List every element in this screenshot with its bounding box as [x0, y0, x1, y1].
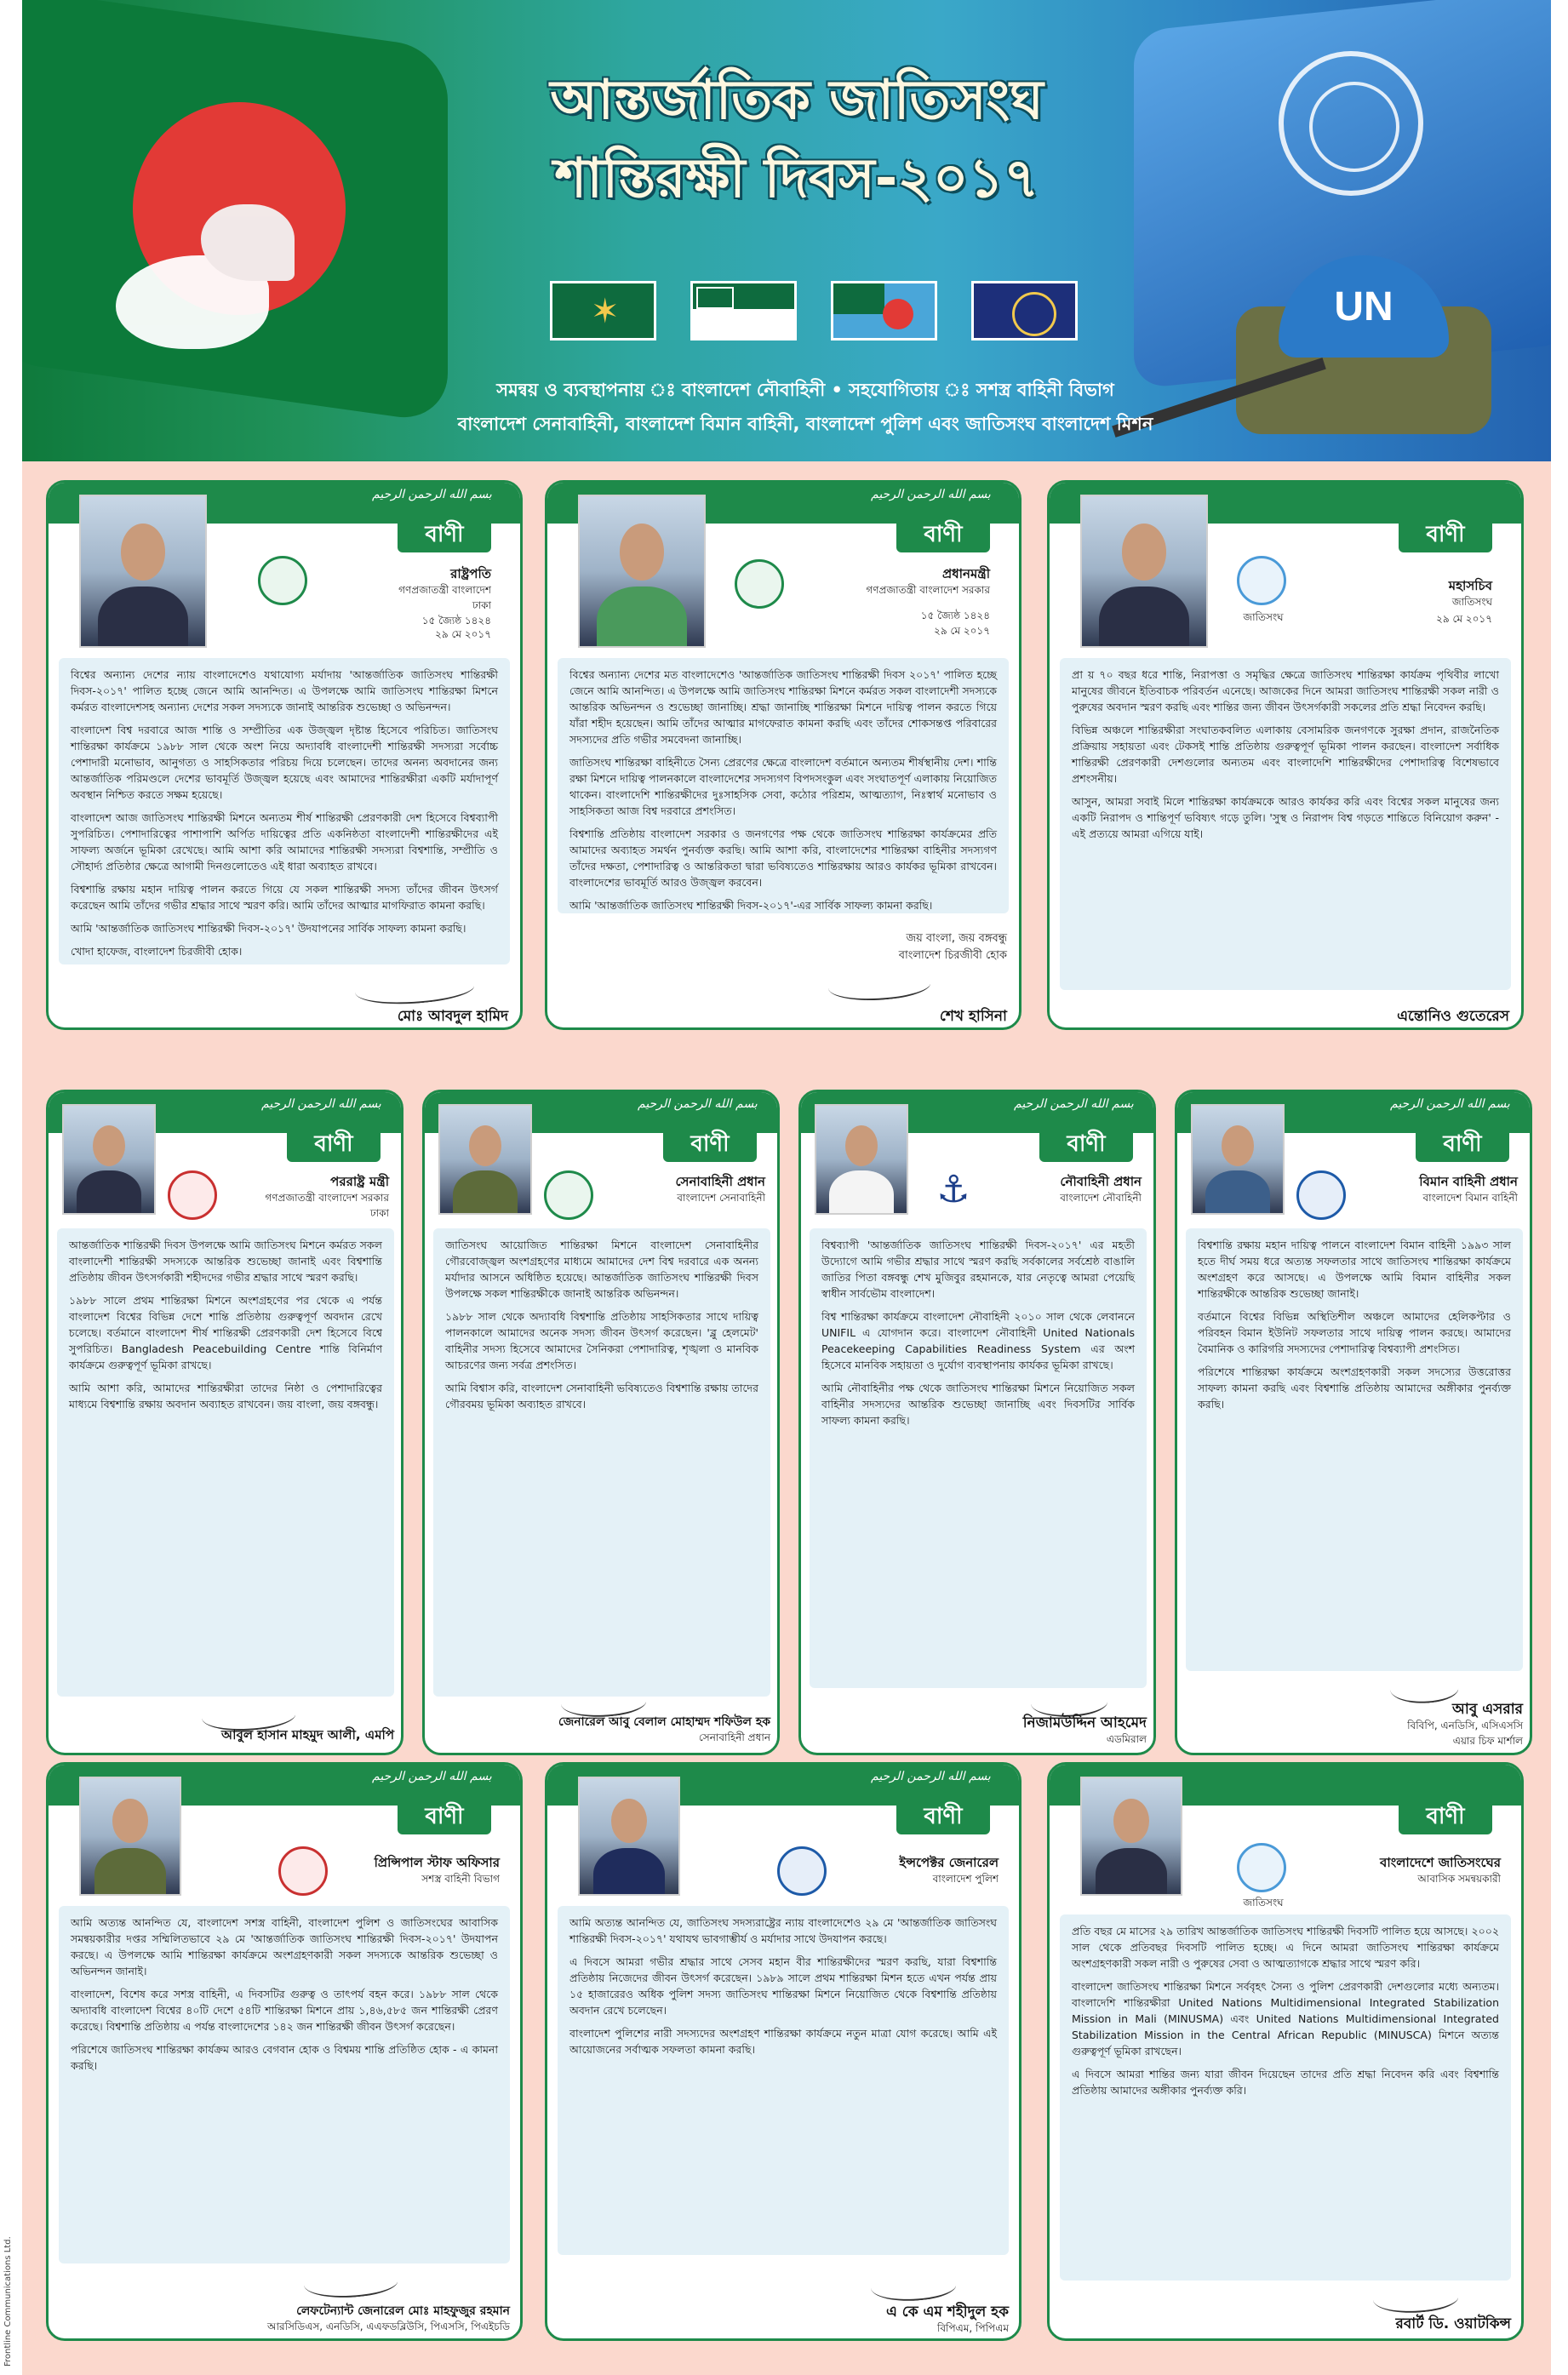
- signatory-rank: এয়ার চিফ মার্শাল: [1452, 1735, 1523, 1747]
- paragraph: প্রতি বছর মে মাসের ২৯ তারিখ আন্তর্জাতিক জাতিসংঘ শান্তিরক্ষী দিবসটি পালিত হয়ে আসছে। ২০০২ সাল থেকে প্রতিবছর দিবসটি পালিত হচ্ছে। এ দিনে আমরা জাতিসংঘ শান্তিরক্ষা কার্যক্রমে অংশগ্রহণকারী সকল নারী ও পুরুষের সেবা ও আত্মত্যাগকে শ্রদ্ধার সাথে স্মরণ করি।: [1072, 1925, 1499, 1970]
- signatory-decorations: আরসিডিএস, এনডিসি, এএফডব্লিউসি, পিএসসি, পিএইচডি: [266, 2321, 510, 2332]
- role-title: বিমান বাহিনী প্রধান: [1419, 1174, 1518, 1189]
- bismillah: بسم الله الرحمن الرحيم: [871, 488, 991, 501]
- message-body: [558, 1906, 1009, 2255]
- role-title: বাংলাদেশে জাতিসংঘের: [1380, 1855, 1501, 1870]
- bani-heading: বাণী: [896, 1800, 990, 1834]
- message-body: [57, 1228, 394, 1697]
- portrait-president: [79, 495, 207, 648]
- signatory-name: আবুল হাসান মাহমুদ আলী, এমপি: [221, 1727, 394, 1743]
- signatory-name: লেফটেন্যান্ট জেনারেল মোঃ মাহফুজুর রহমান: [296, 2304, 510, 2318]
- emblem-caption: জাতিসংঘ: [1243, 1897, 1284, 1909]
- role-title: রাষ্ট্রপতি: [450, 566, 491, 581]
- organizations-line: বাংলাদেশ সেনাবাহিনী, বাংলাদেশ বিমান বাহিনী, বাংলাদেশ পুলিশ এবং জাতিসংঘ বাংলাদেশ মিশন: [457, 414, 1153, 434]
- signatory-name: নিজামউদ্দিন আহমেদ: [1022, 1714, 1147, 1731]
- message-body: [59, 658, 510, 964]
- signatory-name: এন্তোনিও গুতেরেস: [1397, 1008, 1509, 1025]
- coordination-line: সমন্বয় ও ব্যবস্থাপনায় ঃ বাংলাদেশ নৌবাহিনী • সহযোগিতায় ঃ সশস্ত্র বাহিনী বিভাগ: [496, 380, 1114, 400]
- date-bengali: ১৫ জ্যৈষ্ঠ ১৪২৪: [421, 615, 491, 627]
- paragraph: বিশ্বশান্তি রক্ষায় মহান দায়িত্ব পালনে বাংলাদেশ বিমান বাহিনী ১৯৯৩ সাল হতে দীর্ঘ সময় ধরে অত্যন্ত সফলতার সাথে জাতিসংঘ শান্তিরক্ষা কার্যক্রমে অংশগ্রহণ করে আসছে। এ উপলক্ষে আমি বিমান বাহিনীর সকল শান্তিরক্ষীকে আন্তরিক শুভেচ্ছা জানাই।: [1198, 1239, 1511, 1300]
- bani-heading: বাণী: [1399, 1800, 1492, 1834]
- role-title: ইন্সপেক্টর জেনারেল: [899, 1855, 999, 1870]
- signature-mark: [354, 969, 476, 1010]
- publisher-credit: Frontline Communications Ltd.: [3, 2236, 13, 2366]
- paragraph: আমি নৌবাহিনীর পক্ষ থেকে জাতিসংঘ শান্তিরক্ষা মিশনে নিয়োজিত সকল বাহিনীর সদস্যদের আন্তরিক শুভেচ্ছা জানাচ্ছি এবং দিবসটির সার্বিক সাফল্য কামনা করছি।: [821, 1382, 1135, 1427]
- afd-emblem-icon: [278, 1846, 328, 1896]
- message-card-pso-afd: [46, 1762, 523, 2341]
- paragraph: বিশ্বব্যাপী 'আন্তর্জাতিক জাতিসংঘ শান্তিরক্ষী দিবস-২০১৭' এর মহতী উদ্যোগে আমি গভীর শ্রদ্ধার সাথে স্মরণ করছি সর্বকালের সর্বশ্রেষ্ঠ বাঙালি জাতির পিতা বঙ্গবন্ধু শেখ মুজিবুর রহমানকে, যার নেতৃত্বে আমরা পেয়েছি স্বাধীন সার্বভৌম বাংলাদেশ।: [821, 1239, 1135, 1300]
- paragraph: আমি আশা করি, আমাদের শান্তিরক্ষীরা তাদের নিষ্ঠা ও পেশাদারিত্বের মাধ্যমে বিশ্বশান্তি রক্ষায় অবদান অব্যাহত রাখবেন। জয় বাংলা, জয় বঙ্গবন্ধু।: [69, 1382, 382, 1411]
- signatory-decorations: বিবিপি, এনডিসি, এসিএসসি: [1407, 1720, 1523, 1731]
- message-card-air-force-chief: [1175, 1090, 1532, 1755]
- portrait-igp: [578, 1777, 680, 1896]
- anchor-icon: ⚓: [936, 1168, 970, 1211]
- paragraph: বিশ্বশান্তি রক্ষায় মহান দায়িত্ব পালন করতে গিয়ে যে সকল শান্তিরক্ষী সদস্য তাঁদের জীবন উৎসর্গ করেছেন আমি তাঁদের গভীর শ্রদ্ধার সাথে স্মরণ করি। আমি তাঁদের আত্মার মাগফিরাত কামনা করছি।: [71, 883, 498, 912]
- message-card-igp: [545, 1762, 1021, 2341]
- paragraph: আসুন, আমরা সবাই মিলে শান্তিরক্ষা কার্যক্রমকে আরও কার্যকর করি এবং বিশ্বের সকল মানুষের জন্য একটি নিরাপদ ও শান্তিপূর্ণ ভবিষ্যৎ গড়ে তুলি। 'সুস্থ ও নিরাপদ বিশ্ব গড়তে শান্তিতে বিনিয়োগ করুন' - এই প্রত্যয়ে আমরা এগিয়ে যাই।: [1072, 795, 1499, 840]
- paragraph: আমি বিশ্বাস করি, বাংলাদেশ সেনাবাহিনী ভবিষ্যতেও বিশ্বশান্তি রক্ষায় তাদের গৌরবময় ভূমিকা অব্যাহত রাখবে।: [445, 1382, 758, 1411]
- pm-emblem-icon: [735, 559, 784, 609]
- portrait-pso-afd: [79, 1777, 181, 1896]
- message-card-un-secretary-general: [1047, 480, 1524, 1030]
- bani-heading: বাণী: [896, 518, 990, 552]
- role-subtitle: বাংলাদেশ নৌবাহিনী: [1060, 1192, 1142, 1204]
- portrait-army-chief: [438, 1104, 532, 1215]
- paragraph: ১৯৮৮ সালে প্রথম শান্তিরক্ষা মিশনে অংশগ্রহণের পর থেকে এ পর্যন্ত বাংলাদেশ বিশ্বের বিভিন্ন দেশে শান্তি প্রতিষ্ঠায় গুরুত্বপূর্ণ অবদান রেখে চলেছে। বর্তমানে বাংলাদেশ শীর্ষ শান্তিরক্ষী প্রেরণকারী দেশ হিসেবে বিশ্বে সুপরিচিত। Bangladesh Peacebuilding Centre শান্তি বিনির্মাণ কার্যক্রমে গুরুত্বপূর্ণ ভূমিকা রাখছে।: [69, 1294, 382, 1371]
- un-emblem-icon: [1237, 1843, 1286, 1892]
- role-title: মহাসচিব: [1448, 578, 1492, 593]
- paragraph: ১৯৮৮ সাল থেকে অদ্যাবধি বিশ্বশান্তি প্রতিষ্ঠায় সাহসিকতার সাথে দায়িত্ব পালনকালে আমাদের অনেক সদস্য জীবন উৎসর্গ করেছেন। 'ব্লু হেলমেট' বাহিনীর সদস্য হিসেবে আমাদের সৈনিকরা পেশাদারিত্ব, শৃঙ্খলা ও মানবিক আচরণের জন্য সর্বত্র প্রশংসিত।: [445, 1310, 758, 1371]
- title-line-2: শান্তিরক্ষী দিবস-২০১৭: [554, 147, 1039, 210]
- message-card-foreign-minister: [46, 1090, 403, 1755]
- header-banner: [22, 0, 1551, 461]
- army-flag-icon: [550, 281, 656, 341]
- paragraph: বাংলাদেশ, বিশেষ করে সশস্ত্র বাহিনী, এ দিবসটির গুরুত্ব ও তাৎপর্য বহন করে। ১৯৮৮ সাল থেকে অদ্যাবধি বাংলাদেশ বিশ্বের ৪০টি দেশে ৫৪টি শান্তিরক্ষা মিশনে প্রায় ১,৪৬,৫৮৫ জন শান্তিরক্ষী প্রেরণ করেছে। বিশ্বশান্তি প্রতিষ্ঠায় এ পর্যন্ত বাংলাদেশের ১৪২ জন শান্তিরক্ষী জীবন উৎসর্গ করেছেন।: [71, 1988, 498, 2033]
- army-emblem-icon: [544, 1170, 593, 1220]
- message-body: [558, 658, 1009, 913]
- govt-emblem-icon: [168, 1170, 217, 1220]
- message-body: [59, 1906, 510, 2263]
- portrait-un-secretary-general: [1080, 495, 1208, 648]
- police-flag-icon: [971, 281, 1078, 341]
- paragraph: বিশ্বের অন্যান্য দেশের ন্যায় বাংলাদেশেও যথাযোগ্য মর্যাদায় 'আন্তর্জাতিক জাতিসংঘ শান্তিরক্ষী দিবস-২০১৭' পালিত হচ্ছে জেনে আমি আনন্দিত। এ উপলক্ষে আমি জাতিসংঘ শান্তিরক্ষা মিশনে কর্মরত বাংলাদেশসহ অন্যান্য দেশের সকল সদস্যকে জানাই আন্তরিক শুভেচ্ছা ও অভিনন্দন।: [71, 668, 498, 713]
- helmet-text: UN: [1334, 283, 1393, 329]
- portrait-air-force-chief: [1191, 1104, 1285, 1215]
- bismillah: بسم الله الرحمن الرحيم: [372, 1770, 492, 1783]
- signature-mark: [869, 2268, 957, 2305]
- role-place: ঢাকা: [369, 1207, 389, 1219]
- message-card-navy-chief: [798, 1090, 1156, 1755]
- paragraph: এ দিবসে আমরা শান্তির জন্য যারা জীবন দিয়েছেন তাদের প্রতি শ্রদ্ধা নিবেদন করি এবং বিশ্বশান্তি প্রতিষ্ঠায় আমাদের অঙ্গীকার পুনর্ব্যক্ত করি।: [1072, 2068, 1499, 2097]
- date-bengali: ১৫ জ্যৈষ্ঠ ১৪২৪: [920, 609, 990, 621]
- message-card-army-chief: [422, 1090, 780, 1755]
- portrait-un-resident-coordinator: [1080, 1777, 1182, 1896]
- bani-heading: বাণী: [1399, 518, 1492, 552]
- signatory-name: মোঃ আবদুল হামিদ: [397, 1008, 508, 1025]
- role-subtitle: গণপ্রজাতন্ত্রী বাংলাদেশ সরকার: [866, 584, 990, 596]
- paragraph: প্রা য় ৭০ বছর ধরে শান্তি, নিরাপত্তা ও সমৃদ্ধির ক্ষেত্রে জাতিসংঘ শান্তিরক্ষা কার্যক্রম পৃথিবীর লাখো মানুষের জীবনে ইতিবাচক পরিবর্তন এনেছে। আজকের দিনে আমরা জাতিসংঘ শান্তিরক্ষী সকল নারী ও পুরুষের অবদান স্মরণ করছি এবং শান্তির জন্য জীবন উৎসর্গকারী সকলের প্রতি শ্রদ্ধা নিবেদন করছি।: [1072, 668, 1499, 713]
- signatory-name: শেখ হাসিনা: [939, 1008, 1007, 1025]
- paragraph: বিশ্বের অন্যান্য দেশের মত বাংলাদেশেও 'আন্তর্জাতিক জাতিসংঘ শান্তিরক্ষী দিবস ২০১৭' পালিত হচ্ছে জেনে আমি আনন্দিত। এ উপলক্ষে আমি জাতিসংঘ শান্তিরক্ষা মিশনে কর্মরত সকল বাংলাদেশী সদস্যকে আন্তরিক অভিনন্দন ও শুভেচ্ছা জানাচ্ছি। শ্রদ্ধা জানাচ্ছি শান্তিরক্ষা মিশনে দায়িত্ব পালন করতে গিয়ে যাঁরা শহীদ হয়েছেন। আমি তাঁদের আত্মার মাগফেরাত কামনা করছি এবং তাঁদের শোকসন্তপ্ত পরিবারের সদস্যদের প্রতি গভীর সমবেদনা জানাচ্ছি।: [569, 668, 997, 746]
- paragraph: পরিশেষে শান্তিরক্ষা কার্যক্রমে অংশগ্রহণকারী সকল সদস্যের উত্তরোত্তর সাফল্য কামনা করছি এবং বিশ্বশান্তি প্রতিষ্ঠায় আমাদের অঙ্গীকার পুনর্ব্যক্ত করছি।: [1198, 1365, 1511, 1411]
- message-body: [810, 1228, 1147, 1688]
- page-title: [499, 61, 1095, 218]
- portrait-prime-minister: [578, 495, 706, 648]
- message-card-prime-minister: [545, 480, 1021, 1030]
- bani-heading: বাণী: [663, 1128, 757, 1162]
- un-emblem-icon: [1279, 51, 1423, 196]
- paragraph: পরিশেষে জাতিসংঘ শান্তিরক্ষা কার্যক্রম আরও বেগবান হোক ও বিশ্বময় শান্তি প্রতিষ্ঠিত হোক - এ কামনা করছি।: [71, 2043, 498, 2072]
- paragraph: আমি 'আন্তর্জাতিক জাতিসংঘ শান্তিরক্ষী দিবস-২০১৭' উদযাপনের সার্বিক সাফল্য কামনা করছি।: [71, 922, 466, 935]
- paragraph: জাতিসংঘ শান্তিরক্ষা বাহিনীতে সৈন্য প্রেরণের ক্ষেত্রে বাংলাদেশ বর্তমানে অন্যতম শীর্ষস্থানীয় দেশ। শান্তি রক্ষা মিশনে দায়িত্ব পালনকালে বাংলাদেশের সদস্যগণ বিপদসংকুল এবং সংঘাতপূর্ণ এলাকায় নিয়োজিত থাকেন। বাংলাদেশি শান্তিরক্ষীদের দুঃসাহসিক সেবা, কঠোর পরিশ্রম, আত্মত্যাগ, নিঃস্বার্থ মনোভাব ও সাহসিকতা আজ বিশ্ব দরবারে প্রশংসিত।: [569, 756, 997, 817]
- bismillah: بسم الله الرحمن الرحيم: [871, 1770, 991, 1783]
- role-place: ঢাকা: [472, 599, 491, 611]
- bismillah: بسم الله الرحمن الرحيم: [1014, 1097, 1134, 1111]
- date-gregorian: ২৯ মে ২০১৭: [934, 625, 990, 637]
- police-emblem-icon: [777, 1846, 827, 1896]
- role-subtitle: বাংলাদেশ পুলিশ: [932, 1873, 999, 1885]
- role-subtitle: আবাসিক সমন্বয়কারী: [1417, 1873, 1501, 1885]
- signatory-name: জেনারেল আবু বেলাল মোহাম্মদ শফিউল হক: [558, 1715, 770, 1729]
- air-force-emblem-icon: [1296, 1170, 1346, 1220]
- message-card-un-resident-coordinator: [1047, 1762, 1524, 2341]
- paragraph: আমি অত্যন্ত আনন্দিত যে, জাতিসংঘ সদস্যরাষ্ট্রের ন্যায় বাংলাদেশেও ২৯ মে 'আন্তর্জাতিক জাতিসংঘ শান্তিরক্ষী দিবস-২০১৭' যথাযথ ভাবগাম্ভীর্য ও মর্যাদার সাথে উদযাপন করছে।: [569, 1916, 997, 1945]
- paragraph: জাতিসংঘ আয়োজিত শান্তিরক্ষা মিশনে বাংলাদেশ সেনাবাহিনীর গৌরবোজ্জ্বল অংশগ্রহণের মাধ্যমে আমাদের দেশ বিশ্ব দরবারে এক অনন্য মর্যাদার আসনে অধিষ্ঠিত হয়েছে। আন্তর্জাতিক জাতিসংঘ শান্তিরক্ষী দিবস উপলক্ষে সকল শান্তিরক্ষীকে জানাই আন্তরিক অভিনন্দন।: [445, 1239, 758, 1300]
- paragraph: আমি 'আন্তর্জাতিক জাতিসংঘ শান্তিরক্ষী দিবস-২০১৭'-এর সার্বিক সাফল্য কামনা করছি।: [569, 899, 933, 912]
- closing-line-2: বাংলাদেশ চিরজীবী হোক: [898, 949, 1007, 962]
- title-line-1: আন্তর্জাতিক জাতিসংঘ: [550, 69, 1044, 132]
- portrait-foreign-minister: [62, 1104, 156, 1215]
- role-subtitle: সশস্ত্র বাহিনী বিভাগ: [421, 1873, 500, 1885]
- signatory-decorations: বিপিএম, পিপিএম: [936, 2322, 1009, 2334]
- signatory-name: এ কে এম শহীদুল হক: [885, 2303, 1009, 2321]
- navy-flag-icon: [690, 281, 797, 341]
- role-title: পররাষ্ট্র মন্ত্রী: [330, 1174, 389, 1189]
- bismillah: بسم الله الرحمن الرحيم: [372, 488, 492, 501]
- message-card-president: [46, 480, 523, 1030]
- paragraph: বাংলাদেশ আজ জাতিসংঘ শান্তিরক্ষী মিশনে অন্যতম শীর্ষ শান্তিরক্ষী প্রেরণকারী দেশ হিসেবে বিশ্বব্যাপী সুপরিচিত। পেশাদারিত্বের পাশাপাশি অর্পিত দায়িত্বের প্রতি একনিষ্ঠতা বাংলাদেশী শান্তিরক্ষীদের এই সাফল্য অর্জনে ভূমিকা রেখেছে। আমি আশা করি আমাদের শান্তিরক্ষী সদস্যরা বিশ্বশান্তি, সম্প্রীতি ও সৌহার্দ্য প্রতিষ্ঠার ক্ষেত্রে আগামী দিনগুলোতেও এই ধারা অব্যাহত রাখবে।: [71, 811, 498, 873]
- bani-heading: বাণী: [1416, 1128, 1509, 1162]
- bani-heading: বাণী: [398, 1800, 491, 1834]
- paragraph: বিভিন্ন অঞ্চলে শান্তিরক্ষীরা সংঘাতকবলিত এলাকায় বেসামরিক জনগণকে সুরক্ষা প্রদান, রাজনৈতিক প্রক্রিয়ায় সহায়তা এবং টেকসই শান্তি প্রতিষ্ঠায় গুরুত্বপূর্ণ ভূমিকা পালন করছেন। বাংলাদেশ সর্বাধিক শান্তিরক্ষী প্রেরণকারী দেশগুলোর অন্যতম এবং বাংলাদেশি শান্তিরক্ষীদের পেশাদারিত্ব বিশেষভাবে প্রশংসনীয়।: [1072, 724, 1499, 785]
- message-body: [433, 1228, 770, 1697]
- portrait-navy-chief: [815, 1104, 908, 1215]
- paragraph: আন্তর্জাতিক শান্তিরক্ষী দিবস উপলক্ষে আমি জাতিসংঘ মিশনে কর্মরত সকল বাংলাদেশী শান্তিরক্ষী সদস্যকে আন্তরিক শুভেচ্ছা জানাই এবং বিশ্বশান্তি প্রতিষ্ঠায় জীবন উৎসর্গকারী শহীদদের গভীর শ্রদ্ধার সাথে স্মরণ করছি।: [69, 1239, 382, 1284]
- bismillah: بسم الله الرحمن الرحيم: [261, 1097, 381, 1111]
- message-body: [1060, 1914, 1511, 2281]
- service-flags: [550, 281, 1078, 341]
- signature-mark: [827, 966, 932, 1005]
- paragraph: বিশ্ব শান্তিরক্ষা কার্যক্রমে বাংলাদেশ নৌবাহিনী ২০১০ সাল থেকে লেবাননে UNIFIL এ যোগদান করে। বাংলাদেশ নৌবাহিনী United Nationals Peacekeeping Capabilities Readiness System এর অংশ হিসেবে মানবিক সহায়তা ও দুর্যোগ ব্যবস্থাপনায় কার্যকর ভূমিকা রাখছে।: [821, 1310, 1135, 1371]
- paragraph: বাংলাদেশ বিশ্ব দরবারে আজ শান্তি ও সম্প্রীতির এক উজ্জ্বল দৃষ্টান্ত হিসেবে পরিচিত। জাতিসংঘ শান্তিরক্ষা কার্যক্রমে ১৯৮৮ সাল থেকে অংশ নিয়ে অদ্যাবধি বাংলাদেশী শান্তিরক্ষী সদস্যরা সর্বোচ্চ পেশাদারী মনোভাব, আনুগত্য ও সাহসিকতার পরিচয় দিয়ে চলেছেন। তাদের অনন্য অবদানের জন্য আন্তর্জাতিক পরিমণ্ডলে দেশের ভাবমূর্তি উজ্জ্বল হয়েছে এবং আমাদের শান্তিরক্ষীরা একটি মর্যাদাপূর্ণ অবস্থান নিশ্চিত করতে সক্ষম হয়েছে।: [71, 724, 498, 801]
- paragraph: এ দিবসে আমরা গভীর শ্রদ্ধার সাথে সেসব মহান বীর শান্তিরক্ষীদের স্মরণ করছি, যারা বিশ্বশান্তি প্রতিষ্ঠায় নিজেদের জীবন উৎসর্গ করেছেন। ১৯৮৯ সালে প্রথম শান্তিরক্ষা মিশন হতে এখন পর্যন্ত প্রায় ১৫ হাজারেরও অধিক পুলিশ সদস্য জাতিসংঘ শান্তিরক্ষা মিশনে নিয়োজিত থেকে বিশ্বশান্তি প্রতিষ্ঠায় অবদান রেখে চলেছেন।: [569, 1955, 997, 2017]
- signatory-title: সেনাবাহিনী প্রধান: [698, 1731, 770, 1743]
- page: [22, 0, 1551, 2375]
- role-subtitle: গণপ্রজাতন্ত্রী বাংলাদেশ: [398, 584, 491, 596]
- paragraph: বাংলাদেশ পুলিশের নারী সদস্যদের অংশগ্রহণ শান্তিরক্ষা কার্যক্রমে নতুন মাত্রা যোগ করেছে। আমি এই আয়োজনের সর্বাত্মক সফলতা কামনা করছি।: [569, 2027, 997, 2056]
- role-title: প্রিন্সিপাল স্টাফ অফিসার: [374, 1855, 500, 1870]
- bismillah: بسم الله الرحمن الرحيم: [638, 1097, 758, 1111]
- role-title: নৌবাহিনী প্রধান: [1060, 1174, 1142, 1189]
- closing-line: খোদা হাফেজ, বাংলাদেশ চিরজীবী হোক।: [71, 945, 243, 958]
- date-gregorian: ২৯ মে ২০১৭: [435, 628, 491, 640]
- signatory-title: এডমিরাল: [1106, 1733, 1147, 1745]
- bismillah: بسم الله الرحمن الرحيم: [1390, 1097, 1510, 1111]
- role-subtitle: বাংলাদেশ বিমান বাহিনী: [1422, 1192, 1518, 1204]
- bani-heading: বাণী: [1039, 1128, 1133, 1162]
- role-title: সেনাবাহিনী প্রধান: [675, 1174, 765, 1189]
- role-title: প্রধানমন্ত্রী: [942, 566, 990, 581]
- bani-heading: বাণী: [398, 518, 491, 552]
- message-body: [1186, 1228, 1523, 1671]
- president-emblem-icon: [258, 556, 307, 605]
- role-subtitle: জাতিসংঘ: [1451, 596, 1492, 608]
- paragraph: আমি অত্যন্ত আনন্দিত যে, বাংলাদেশ সশস্ত্র বাহিনী, বাংলাদেশ পুলিশ ও জাতিসংঘের আবাসিক সমন্বয়কারীর দপ্তর সম্মিলিতভাবে ২৯ মে 'আন্তর্জাতিক জাতিসংঘ শান্তিরক্ষী দিবস-২০১৭' উদযাপন করছে। এ উপলক্ষে আমি শান্তিরক্ষা কার্যক্রমে অংশগ্রহণকারী সকল সদস্যকে আন্তরিক শুভেচ্ছা ও অভিনন্দন জানাই।: [71, 1916, 498, 1977]
- paragraph: বিশ্বশান্তি প্রতিষ্ঠায় বাংলাদেশ সরকার ও জনগণের পক্ষ থেকে জাতিসংঘ শান্তিরক্ষা কার্যক্রমের প্রতি আমাদের অব্যাহত সমর্থন পুনর্ব্যক্ত করছি। আমি আশা করি, বাংলাদেশের শান্তিরক্ষা বাহিনীর সদস্যগণ তাঁদের দক্ষতা, পেশাদারিত্ব ও আন্তরিকতা দ্বারা ভবিষ্যতেও শান্তিরক্ষায় আরও কার্যকর ভূমিকা রাখবেন। বাংলাদেশের ভাবমূর্তি আরও উজ্জ্বল করবেন।: [569, 827, 998, 889]
- air-force-flag-icon: [831, 281, 937, 341]
- un-emblem-icon: [1237, 556, 1286, 605]
- signatory-name: রবার্ট ডি. ওয়াটকিন্স: [1395, 2315, 1511, 2332]
- paragraph: বাংলাদেশ জাতিসংঘ শান্তিরক্ষা মিশনে সর্ববৃহৎ সৈন্য ও পুলিশ প্রেরণকারী দেশগুলোর মধ্যে অন্যতম। বাংলাদেশি শান্তিরক্ষীরা United Nations Multidimensional Integrated Stabilization Mission in Mali (MINUSMA) এবং United Nations Multidimensional Integrated Stabilization Mission in the Central African Republic (MINUSCA) মিশনে অত্যন্ত গুরুত্বপূর্ণ ভূমিকা রাখছেন।: [1072, 1980, 1499, 2057]
- message-body: [1060, 658, 1511, 990]
- date-gregorian: ২৯ মে ২০১৭: [1436, 613, 1492, 625]
- role-subtitle: বাংলাদেশ সেনাবাহিনী: [677, 1192, 765, 1204]
- signature-mark: [1371, 2280, 1459, 2317]
- emblem-caption: জাতিসংঘ: [1243, 611, 1284, 623]
- signatory-name: আবু এসরার: [1451, 1701, 1523, 1718]
- signature-mark: [303, 2263, 399, 2302]
- paragraph: বর্তমানে বিশ্বের বিভিন্ন অস্থিতিশীল অঞ্চলে আমাদের হেলিকপ্টার ও পরিবহন বিমান ইউনিট সফলতার সাথে দায়িত্ব পালন করছে। আমাদের বৈমানিক ও কারিগরি সদস্যদের পেশাদারিত্ব বিশ্বব্যাপী প্রশংসিত।: [1198, 1310, 1511, 1355]
- closing-line-1: জয় বাংলা, জয় বঙ্গবন্ধু: [906, 932, 1007, 945]
- bani-heading: বাণী: [287, 1128, 381, 1162]
- role-subtitle: গণপ্রজাতন্ত্রী বাংলাদেশ সরকার: [265, 1192, 389, 1204]
